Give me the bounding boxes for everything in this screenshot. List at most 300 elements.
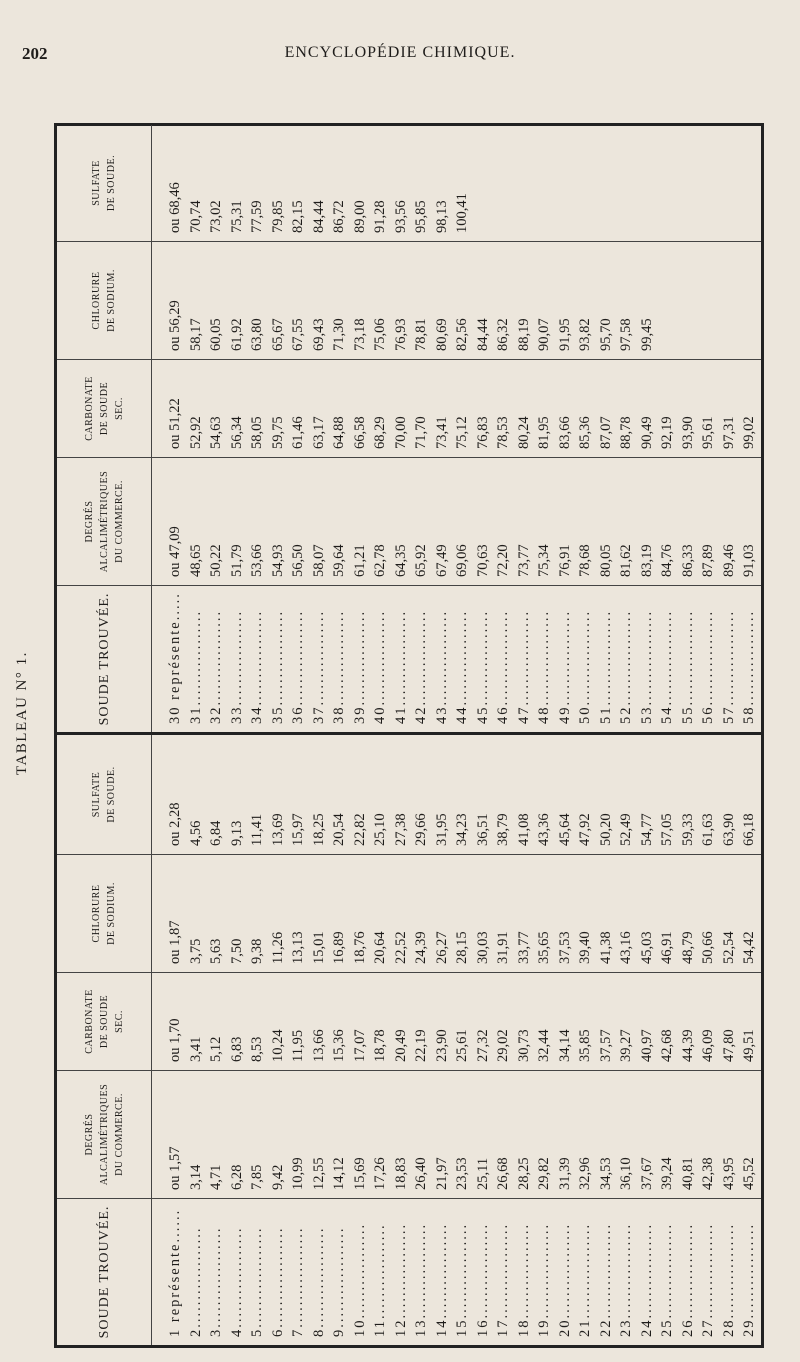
- table-cell: 84,44: [474, 318, 491, 351]
- table-cell: 78,53: [495, 416, 511, 449]
- table-cell: 40,81: [679, 1157, 696, 1190]
- table-cell: 66,58: [351, 416, 368, 449]
- table-cell: 16.................: [474, 1222, 491, 1337]
- column-header-line: DE SOUDE.: [106, 766, 117, 823]
- table-cell: 2..................: [187, 1226, 204, 1337]
- table-cell: 80,24: [515, 416, 532, 449]
- table-cell: 71,30: [331, 318, 347, 351]
- table-cell: 49.................: [556, 609, 573, 724]
- table-cell: 75,06: [372, 318, 388, 351]
- table-cell: ou 68,46: [167, 182, 183, 233]
- table-cell: ou 1,57: [167, 1146, 183, 1190]
- table-cell: 34,53: [597, 1157, 614, 1190]
- table-cell: 31,39: [556, 1157, 573, 1190]
- table-cell: 12,55: [310, 1157, 327, 1190]
- table-cell: 19.................: [536, 1222, 552, 1337]
- column-header-line: SULFATE: [91, 771, 102, 818]
- table-cell: 65,92: [413, 544, 429, 577]
- table-cell: 33.................: [228, 609, 245, 724]
- table-cell: 64,35: [392, 544, 409, 577]
- table-cell: 7,85: [249, 1164, 265, 1190]
- table-cell: 75,12: [454, 416, 470, 449]
- column-values-soude: [165, 586, 760, 732]
- table-cell: 54,63: [208, 416, 224, 449]
- table-cell: 25,10: [372, 813, 388, 846]
- table-cell: 75,34: [536, 544, 552, 577]
- table-cell: 88,19: [515, 318, 532, 351]
- table-cell: 23,53: [454, 1157, 470, 1190]
- table-cell: 3,75: [187, 938, 204, 964]
- table-cell: 28,25: [515, 1157, 532, 1190]
- table-left-half: [57, 735, 761, 1345]
- table-cell: 15,69: [351, 1157, 368, 1190]
- table-cell: 56,34: [228, 416, 245, 449]
- table-cell: 10.................: [351, 1222, 368, 1337]
- table-cell: 18,83: [392, 1157, 409, 1190]
- table-cell: 83,19: [638, 544, 655, 577]
- table-cell: 39,40: [577, 931, 593, 964]
- table-cell: 56.................: [700, 609, 716, 724]
- table-cell: 47.................: [515, 609, 532, 724]
- table-title: TABLEAU N° 1.: [14, 651, 30, 775]
- table-cell: 50,20: [597, 813, 614, 846]
- table-cell: 13.................: [413, 1222, 429, 1337]
- table-cell: 47,80: [720, 1029, 737, 1062]
- table-cell: 59,75: [269, 416, 286, 449]
- column-values-chlorure: [165, 855, 760, 972]
- table-cell: 41,38: [597, 931, 614, 964]
- right-column-sulfate: [57, 125, 761, 242]
- table-cell: 57.................: [720, 609, 737, 724]
- table-cell: 61,46: [290, 416, 306, 449]
- table-cell: 46,91: [659, 931, 675, 964]
- table-cell: 20,64: [372, 931, 388, 964]
- table-cell: 70,74: [187, 200, 204, 233]
- table-cell: 11,95: [290, 1029, 306, 1062]
- table-cell: 91,03: [741, 544, 757, 577]
- table-cell: 9,42: [269, 1164, 286, 1190]
- table-cell: 62,78: [372, 544, 388, 577]
- table-cell: 83,66: [556, 416, 573, 449]
- table-cell: 61,92: [228, 318, 245, 351]
- table-cell: ou 56,29: [167, 300, 183, 351]
- column-header-line: CARBONATE: [83, 989, 95, 1054]
- table-cell: 97,31: [720, 416, 737, 449]
- left-column-chlorure: [57, 855, 761, 973]
- table-cell: 82,56: [454, 318, 470, 351]
- table-cell: 38.................: [331, 609, 347, 724]
- left-column-carbonate: [57, 973, 761, 1071]
- table-cell: 40,97: [638, 1029, 655, 1062]
- table-cell: 48.................: [536, 609, 552, 724]
- column-header-line: SEC.: [113, 1010, 125, 1033]
- table-cell: 18.................: [515, 1222, 532, 1337]
- table-cell: 61,63: [700, 813, 716, 846]
- table-cell: 31,95: [433, 813, 450, 846]
- right-column-degres: [57, 458, 761, 586]
- table-cell: 91,95: [556, 318, 573, 351]
- table-cell: 22,19: [413, 1029, 429, 1062]
- table-cell: 47,92: [577, 813, 593, 846]
- table-cell: 4,56: [187, 820, 204, 846]
- table-cell: 29.................: [741, 1222, 757, 1337]
- table-cell: 90,49: [638, 416, 655, 449]
- table-cell: 86,72: [331, 200, 347, 233]
- table-cell: 30,73: [515, 1029, 532, 1062]
- column-header-soude: [57, 1199, 152, 1345]
- column-header-chlorure: [57, 242, 152, 359]
- table-cell: 29,82: [536, 1157, 552, 1190]
- table-cell: 10,99: [290, 1157, 306, 1190]
- table-cell: 36.................: [290, 609, 306, 724]
- table-cell: 18,76: [351, 931, 368, 964]
- table-cell: 16,89: [331, 931, 347, 964]
- table-cell: 63,90: [720, 813, 737, 846]
- column-header-line: DE SOUDE: [98, 994, 110, 1049]
- table-cell: 53,66: [249, 544, 265, 577]
- column-values-carbonate: [165, 360, 760, 457]
- table-cell: 14.................: [433, 1222, 450, 1337]
- table-cell: 69,06: [454, 544, 470, 577]
- table-cell: 43,36: [536, 813, 552, 846]
- table-cell: 27.................: [700, 1222, 716, 1337]
- table-cell: 91,28: [372, 200, 388, 233]
- table-cell: 26,40: [413, 1157, 429, 1190]
- table-cell: 10,24: [269, 1029, 286, 1062]
- table-cell: 27,38: [392, 813, 409, 846]
- right-column-chlorure: [57, 242, 761, 360]
- table-cell: 73,18: [351, 318, 368, 351]
- table-cell: 46.................: [495, 609, 511, 724]
- table-cell: 54,77: [638, 813, 655, 846]
- table-cell: 11.................: [372, 1223, 388, 1337]
- column-header-line: DU COMMERCE.: [113, 1093, 125, 1176]
- table-cell: 21.................: [577, 1222, 593, 1337]
- table-cell: 6..................: [269, 1226, 286, 1337]
- table-cell: 25,61: [454, 1029, 470, 1062]
- table-cell: 80,69: [433, 318, 450, 351]
- table-cell: 73,41: [433, 416, 450, 449]
- table-cell: 9,38: [249, 938, 265, 964]
- running-head: ENCYCLOPÉDIE CHIMIQUE.: [284, 44, 516, 61]
- table-cell: 69,43: [310, 318, 327, 351]
- table-cell: 93,82: [577, 318, 593, 351]
- table-cell: 93,56: [392, 200, 409, 233]
- table-cell: 52.................: [618, 609, 634, 724]
- table-cell: 32.................: [208, 609, 224, 724]
- column-values-degres: [165, 458, 760, 585]
- table-cell: 17.................: [495, 1222, 511, 1337]
- table-cell: 7..................: [290, 1226, 306, 1337]
- table-cell: 28,15: [454, 931, 470, 964]
- table-cell: 90,07: [536, 318, 552, 351]
- column-header-sulfate: [57, 735, 152, 854]
- column-header-carbonate: [57, 360, 152, 457]
- table-cell: 36,10: [618, 1157, 634, 1190]
- table-cell: 70,63: [474, 544, 491, 577]
- right-column-soude: [57, 586, 761, 732]
- table-cell: 40.................: [372, 609, 388, 724]
- table-cell: 1 représente......: [167, 1208, 183, 1337]
- column-header-line: DE SOUDE: [98, 381, 110, 436]
- table-cell: 17,07: [351, 1029, 368, 1062]
- column-values-sulfate: [165, 125, 473, 241]
- table-cell: 84,44: [310, 200, 327, 233]
- table-cell: 15,01: [310, 931, 327, 964]
- table-cell: ou 1,87: [167, 920, 183, 964]
- table-cell: 22.................: [597, 1222, 614, 1337]
- rotated-table: [57, 126, 761, 1345]
- table-cell: 75,31: [228, 200, 245, 233]
- table-cell: 34,23: [454, 813, 470, 846]
- table-cell: 13,69: [269, 813, 286, 846]
- column-values-degres: [165, 1071, 760, 1198]
- table-cell: 25.................: [659, 1222, 675, 1337]
- table-cell: 92,19: [659, 416, 675, 449]
- table-cell: 23,90: [433, 1029, 450, 1062]
- table-cell: 52,49: [618, 813, 634, 846]
- column-header-carbonate: [57, 973, 152, 1070]
- table-cell: 84,76: [659, 544, 675, 577]
- table-cell: 43,95: [720, 1157, 737, 1190]
- table-cell: 32,96: [577, 1157, 593, 1190]
- table-cell: 42.................: [413, 609, 429, 724]
- table-cell: 58,17: [187, 318, 204, 351]
- column-header-line: SULFATE: [91, 160, 102, 206]
- column-header-line: DE SODIUM.: [106, 269, 117, 332]
- table-cell: 73,77: [515, 544, 532, 577]
- column-header-line: DE SOUDE.: [106, 154, 117, 212]
- column-values-chlorure: [165, 242, 657, 359]
- table-cell: 80,05: [597, 544, 614, 577]
- table-cell: 22,82: [351, 813, 368, 846]
- table-cell: 43.................: [433, 609, 450, 724]
- table-cell: 76,83: [474, 416, 491, 449]
- column-header-line: CHLORURE: [91, 271, 102, 330]
- table-cell: 15,97: [290, 813, 306, 846]
- table-cell: 87,89: [700, 544, 716, 577]
- left-column-sulfate: [57, 735, 761, 855]
- table-cell: 46,09: [700, 1029, 716, 1062]
- table-cell: 72,20: [495, 544, 511, 577]
- table-cell: 57,05: [659, 813, 675, 846]
- table-cell: 42,68: [659, 1029, 675, 1062]
- table-cell: 26.................: [679, 1222, 696, 1337]
- table-cell: 59,64: [331, 544, 347, 577]
- table-cell: 39,27: [618, 1029, 634, 1062]
- table-cell: 98,13: [433, 200, 450, 233]
- table-cell: 22,52: [392, 931, 409, 964]
- table-cell: 76,91: [556, 544, 573, 577]
- table-cell: 24.................: [638, 1222, 655, 1337]
- table-cell: 20.................: [556, 1222, 573, 1337]
- column-header-line: DE SODIUM.: [106, 882, 117, 945]
- table-cell: 41,08: [515, 813, 532, 846]
- table-cell: 52,92: [187, 416, 204, 449]
- table-cell: 53.................: [638, 609, 655, 724]
- table-cell: 37.................: [310, 609, 327, 724]
- table-cell: 50,66: [700, 931, 716, 964]
- column-header-line: SOUDE TROUVÉE.: [96, 592, 112, 726]
- table-cell: 100,41: [454, 193, 470, 233]
- table-cell: 11,26: [269, 931, 286, 964]
- table-cell: 26,27: [433, 931, 450, 964]
- table-cell: ou 2,28: [167, 802, 183, 846]
- table-cell: 51.................: [597, 609, 614, 724]
- table-cell: 44,39: [679, 1029, 696, 1062]
- table-cell: 73,02: [208, 200, 224, 233]
- table-cell: 4,71: [208, 1164, 224, 1190]
- table-cell: 7,50: [228, 938, 245, 964]
- table-cell: 8,53: [249, 1036, 265, 1062]
- table-cell: 59,33: [679, 813, 696, 846]
- table-cell: 32,44: [536, 1029, 552, 1062]
- table-cell: 35,85: [577, 1029, 593, 1062]
- table-cell: 64,88: [331, 416, 347, 449]
- table-cell: 36,51: [474, 813, 491, 846]
- table-cell: 81,95: [536, 416, 552, 449]
- table-cell: 15,36: [331, 1029, 347, 1062]
- column-values-carbonate: [165, 973, 760, 1070]
- column-header-line: DU COMMERCE.: [113, 480, 125, 563]
- table-cell: 13,66: [310, 1029, 327, 1062]
- table-cell: 48,65: [187, 544, 204, 577]
- column-header-degres: [57, 458, 152, 585]
- table-cell: 26,68: [495, 1157, 511, 1190]
- table-cell: 44.................: [454, 609, 470, 724]
- table-cell: 86,33: [679, 544, 696, 577]
- table-cell: 18,78: [372, 1029, 388, 1062]
- table-cell: 76,93: [392, 318, 409, 351]
- left-column-degres: [57, 1071, 761, 1199]
- table-cell: 82,15: [290, 200, 306, 233]
- table-cell: 95,61: [700, 416, 716, 449]
- table-cell: 87,07: [597, 416, 614, 449]
- table-cell: 28.................: [720, 1222, 737, 1337]
- table-cell: 63,80: [249, 318, 265, 351]
- table-cell: 21,97: [433, 1157, 450, 1190]
- table-cell: ou 1,70: [167, 1018, 183, 1062]
- table-cell: 95,85: [413, 200, 429, 233]
- table-cell: 45,03: [638, 931, 655, 964]
- table-cell: 89,00: [351, 200, 368, 233]
- table-cell: 66,18: [741, 813, 757, 846]
- table-cell: 88,78: [618, 416, 634, 449]
- left-column-soude: [57, 1199, 761, 1345]
- table-cell: 35,65: [536, 931, 552, 964]
- column-header-line: SEC.: [113, 397, 125, 420]
- table-frame: [54, 123, 764, 1348]
- table-cell: 9,13: [228, 820, 245, 846]
- table-cell: 58,07: [310, 544, 327, 577]
- right-column-carbonate: [57, 360, 761, 458]
- table-cell: 50,22: [208, 544, 224, 577]
- table-cell: 43,16: [618, 931, 634, 964]
- table-cell: 6,84: [208, 820, 224, 846]
- table-cell: 24,39: [413, 931, 429, 964]
- table-cell: ou 51,22: [167, 398, 183, 449]
- column-header-sulfate: [57, 125, 152, 241]
- column-header-soude: [57, 586, 152, 732]
- table-cell: 54,42: [741, 931, 757, 964]
- table-cell: 18,25: [310, 813, 327, 846]
- table-cell: 95,70: [597, 318, 614, 351]
- page-number: 202: [22, 44, 48, 63]
- table-cell: 31.................: [187, 609, 204, 724]
- table-cell: 34.................: [249, 609, 265, 724]
- table-cell: 78,68: [577, 544, 593, 577]
- table-cell: 85,36: [577, 416, 593, 449]
- table-cell: 30,03: [474, 931, 491, 964]
- table-cell: 30 représente.....: [167, 592, 183, 724]
- table-cell: 48,79: [679, 931, 696, 964]
- table-cell: 3..................: [208, 1226, 224, 1337]
- table-cell: 93,90: [679, 416, 696, 449]
- column-header-chlorure: [57, 855, 152, 972]
- table-cell: 86,32: [495, 318, 511, 351]
- column-values-sulfate: [165, 735, 760, 854]
- table-cell: 17,26: [372, 1157, 388, 1190]
- column-header-line: ALCALIMÉTRIQUES: [98, 1083, 110, 1186]
- table-cell: 6,28: [228, 1164, 245, 1190]
- table-cell: 55.................: [679, 609, 696, 724]
- column-header-line: DEGRÉS: [83, 500, 95, 543]
- table-cell: 29,66: [413, 813, 429, 846]
- table-cell: 78,81: [413, 318, 429, 351]
- table-cell: 3,14: [187, 1164, 204, 1190]
- table-cell: 49,51: [741, 1029, 757, 1062]
- table-cell: 39,24: [659, 1157, 675, 1190]
- table-cell: 63,17: [310, 416, 327, 449]
- table-cell: 58,05: [249, 416, 265, 449]
- table-cell: 99,02: [741, 416, 757, 449]
- table-cell: 52,54: [720, 931, 737, 964]
- table-cell: 67,55: [290, 318, 306, 351]
- table-cell: 39.................: [351, 609, 368, 724]
- table-cell: 42,38: [700, 1157, 716, 1190]
- column-header-line: SOUDE TROUVÉE.: [96, 1205, 112, 1339]
- table-cell: 5,63: [208, 938, 224, 964]
- table-cell: 68,29: [372, 416, 388, 449]
- table-cell: 5,12: [208, 1036, 224, 1062]
- table-cell: 5..................: [249, 1226, 265, 1337]
- table-cell: 89,46: [720, 544, 737, 577]
- table-cell: 9..................: [331, 1226, 347, 1337]
- table-cell: 38,79: [495, 813, 511, 846]
- table-cell: 60,05: [208, 318, 224, 351]
- table-cell: 58.................: [741, 609, 757, 724]
- table-cell: 20,54: [331, 813, 347, 846]
- column-header-degres: [57, 1071, 152, 1198]
- table-right-half: [57, 126, 761, 735]
- table-cell: 41.................: [392, 609, 409, 724]
- table-cell: 71,70: [413, 416, 429, 449]
- table-cell: 33,77: [515, 931, 532, 964]
- table-cell: 14,12: [331, 1157, 347, 1190]
- table-cell: 6,83: [228, 1036, 245, 1062]
- table-cell: 37,67: [638, 1157, 655, 1190]
- table-cell: 45,52: [741, 1157, 757, 1190]
- table-cell: 45.................: [474, 609, 491, 724]
- table-cell: 54.................: [659, 609, 675, 724]
- table-cell: 27,32: [474, 1029, 491, 1062]
- table-cell: 50.................: [577, 609, 593, 724]
- table-cell: ou 47,09: [167, 526, 183, 577]
- table-cell: 31,91: [495, 931, 511, 964]
- table-cell: 12.................: [392, 1222, 409, 1337]
- column-header-line: ALCALIMÉTRIQUES: [98, 470, 110, 573]
- table-cell: 79,85: [269, 200, 286, 233]
